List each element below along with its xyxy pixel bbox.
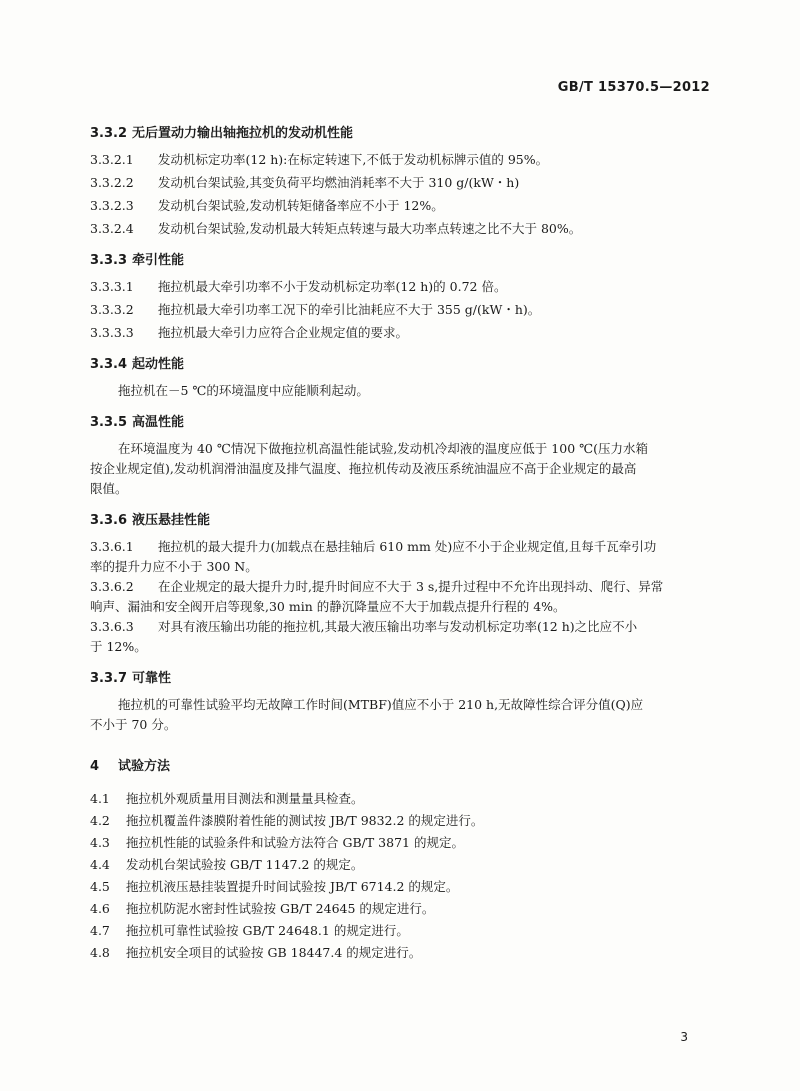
- clause-3-3-4-text: 拖拉机在－5 ℃的环境温度中应能顺利起动。: [118, 383, 369, 398]
- clause-3-3-5-line1: 在环境温度为 40 ℃情况下做拖拉机高温性能试验,发动机冷却液的温度应低于 100 ℃(压力水箱: [118, 441, 648, 456]
- page-number: 3: [680, 1030, 688, 1044]
- clause-3-3-2-3: 3.3.2.3 发动机台架试验,发动机转矩储备率应不小于 12%。: [90, 198, 444, 213]
- clause-3-3-6-2-line2: 响声、漏油和安全阀开启等现象,30 min 的静沉降量应不大于加载点提升行程的 4%。: [90, 599, 566, 614]
- heading-3-3-4: 3.3.4 起动性能: [90, 357, 185, 372]
- clause-4-3: 4.3 拖拉机性能的试验条件和试验方法符合 GB/T 3871 的规定。: [90, 835, 464, 850]
- page-content: [90, 124, 710, 963]
- heading-3-3-6: 3.3.6 液压悬挂性能: [90, 513, 211, 528]
- clause-3-3-6-3-line2: 于 12%。: [90, 639, 147, 654]
- heading-3-3-3: 3.3.3 牵引性能: [90, 253, 185, 268]
- clause-4-2: 4.2 拖拉机覆盖件漆膜附着性能的测试按 JB/T 9832.2 的规定进行。: [90, 813, 484, 828]
- clause-3-3-3-2: 3.3.3.2 拖拉机最大牵引功率工况下的牵引比油耗应不大于 355 g/(kW・h)。: [90, 302, 541, 317]
- clause-3-3-2-2: 3.3.2.2 发动机台架试验,其变负荷平均燃油消耗率不大于 310 g/(kW・h): [90, 175, 520, 190]
- clause-3-3-6-1-line2: 率的提升力应不小于 300 N。: [90, 559, 258, 574]
- clause-3-3-2-4: 3.3.2.4 发动机台架试验,发动机最大转矩点转速与最大功率点转速之比不大于 80%。: [90, 221, 582, 236]
- clause-4-8: 4.8 拖拉机安全项目的试验按 GB 18447.4 的规定进行。: [90, 945, 422, 960]
- clause-3-3-7-line2: 不小于 70 分。: [90, 717, 177, 732]
- heading-4: 4 试验方法: [90, 759, 171, 774]
- clause-3-3-5-line3: 限值。: [90, 481, 128, 496]
- clause-3-3-6-1-line1: 3.3.6.1 拖拉机的最大提升力(加载点在悬挂轴后 610 mm 处)应不小于企业规定值,且每千瓦牵引功: [90, 539, 657, 554]
- standard-number: GB/T 15370.5—2012: [557, 80, 710, 95]
- heading-3-3-2: 3.3.2 无后置动力输出轴拖拉机的发动机性能: [90, 126, 354, 141]
- heading-3-3-5: 3.3.5 高温性能: [90, 415, 185, 430]
- clause-3-3-5-line2: 按企业规定值),发动机润滑油温度及排气温度、拖拉机传动及液压系统油温应不高于企业规定的最高: [90, 461, 637, 476]
- clause-4-6: 4.6 拖拉机防泥水密封性试验按 GB/T 24645 的规定进行。: [90, 901, 435, 916]
- clause-3-3-7-line1: 拖拉机的可靠性试验平均无故障工作时间(MTBF)值应不小于 210 h,无故障性综合评分值(Q)应: [118, 697, 644, 712]
- clause-4-5: 4.5 拖拉机液压悬挂装置提升时间试验按 JB/T 6714.2 的规定。: [90, 879, 459, 894]
- clause-4-1: 4.1 拖拉机外观质量用目测法和测量量具检查。: [90, 791, 364, 806]
- clause-3-3-3-1: 3.3.3.1 拖拉机最大牵引功率不小于发动机标定功率(12 h)的 0.72 倍。: [90, 279, 507, 294]
- clause-3-3-3-3: 3.3.3.3 拖拉机最大牵引力应符合企业规定值的要求。: [90, 325, 409, 340]
- heading-3-3-7: 3.3.7 可靠性: [90, 671, 172, 686]
- clause-3-3-6-3-line1: 3.3.6.3 对具有液压输出功能的拖拉机,其最大液压输出功率与发动机标定功率(12 h)之比应不小: [90, 619, 638, 634]
- clause-4-4: 4.4 发动机台架试验按 GB/T 1147.2 的规定。: [90, 857, 364, 872]
- clause-3-3-2-1: 3.3.2.1 发动机标定功率(12 h):在标定转速下,不低于发动机标牌示值的 95%。: [90, 152, 549, 167]
- clause-4-7: 4.7 拖拉机可靠性试验按 GB/T 24648.1 的规定进行。: [90, 923, 409, 938]
- clause-3-3-6-2-line1: 3.3.6.2 在企业规定的最大提升力时,提升时间应不大于 3 s,提升过程中不允许出现抖动、爬行、异常: [90, 579, 664, 594]
